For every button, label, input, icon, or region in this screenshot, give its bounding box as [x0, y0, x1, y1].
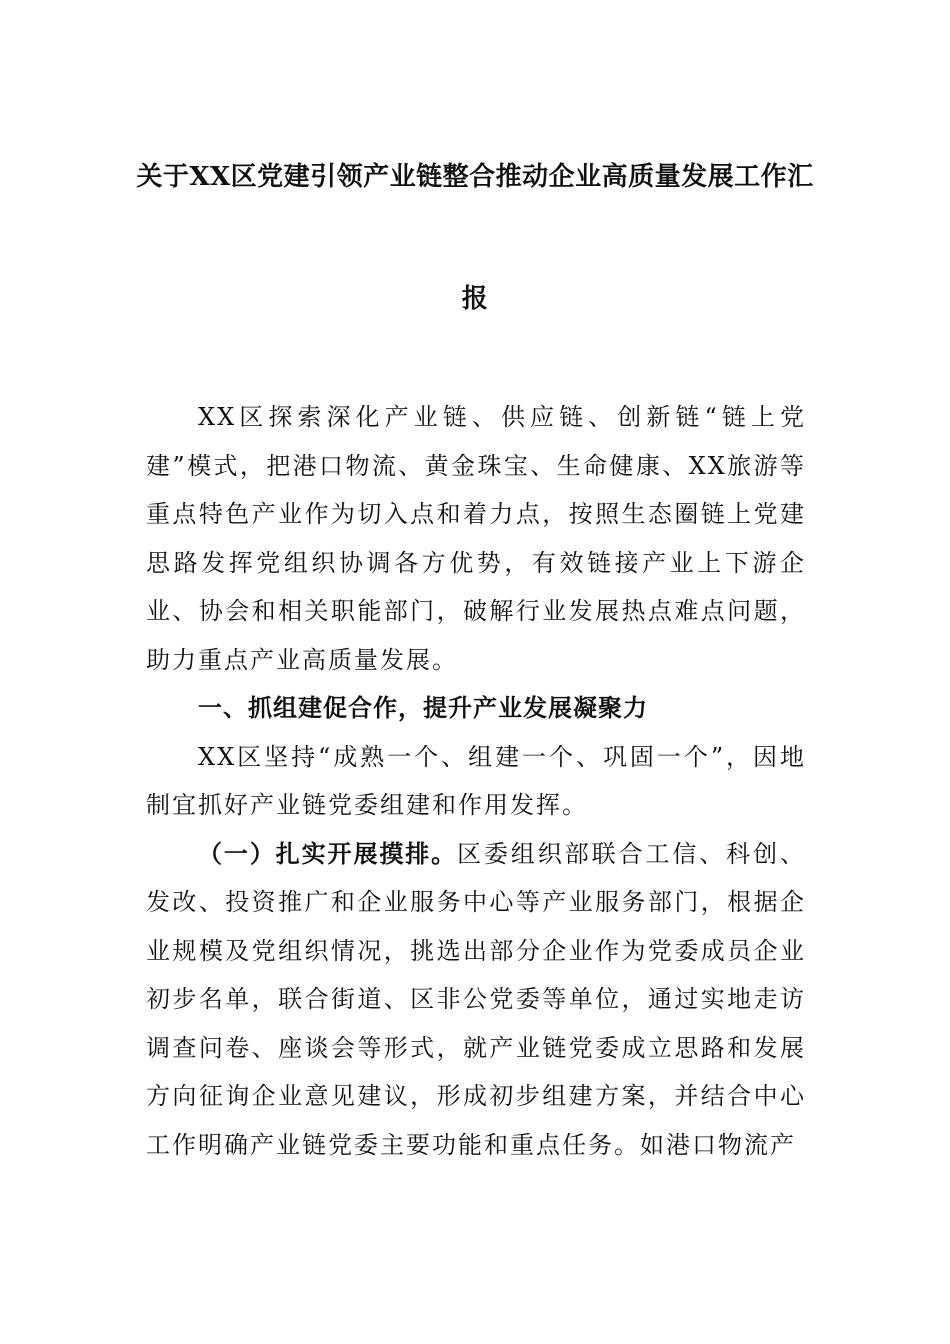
section-1-paragraph: XX区坚持“成熟一个、组建一个、巩固一个”，因地制宜抓好产业链党委组建和作用发挥。: [146, 742, 806, 819]
document-body: [146, 393, 806, 1169]
intro-paragraph: XX区探索深化产业链、供应链、创新链“链上党建”模式，把港口物流、黄金珠宝、生命健康、XX旅游等重点特色产业作为切入点和着力点，按照生态圈链上党建思路发挥党组织协调各方优势，有效链接产业上下游企业、协会和相关职能部门，破解行业发展热点难点问题，助力重点产业高质量发展。: [146, 403, 806, 674]
subsection-1-heading: （一）扎实开展摸排。: [198, 839, 458, 868]
subsection-1-text: 区委组织部联合工信、科创、发改、投资推广和企业服务中心等产业服务部门，根据企业规模及党组织情况，挑选出部分企业作为党委成员企业初步名单，联合街道、区非公党委等单位，通过实地走访调查问卷、座谈会等形式，就产业链党委成立思路和发展方向征询企业意见建议，形成初步组建方案，并结合中心工作明确产业链党委主要功能和重点任务。如港口物流产: [146, 839, 807, 1159]
section-1-heading: 一、抓组建促合作，提升产业发展凝聚力: [198, 694, 648, 722]
document-title-line-2: 报: [461, 284, 489, 314]
subsection-1-paragraph: [146, 830, 806, 1170]
document-title-line-1: 关于XX区党建引领产业链整合推动企业高质量发展工作汇: [136, 162, 814, 192]
